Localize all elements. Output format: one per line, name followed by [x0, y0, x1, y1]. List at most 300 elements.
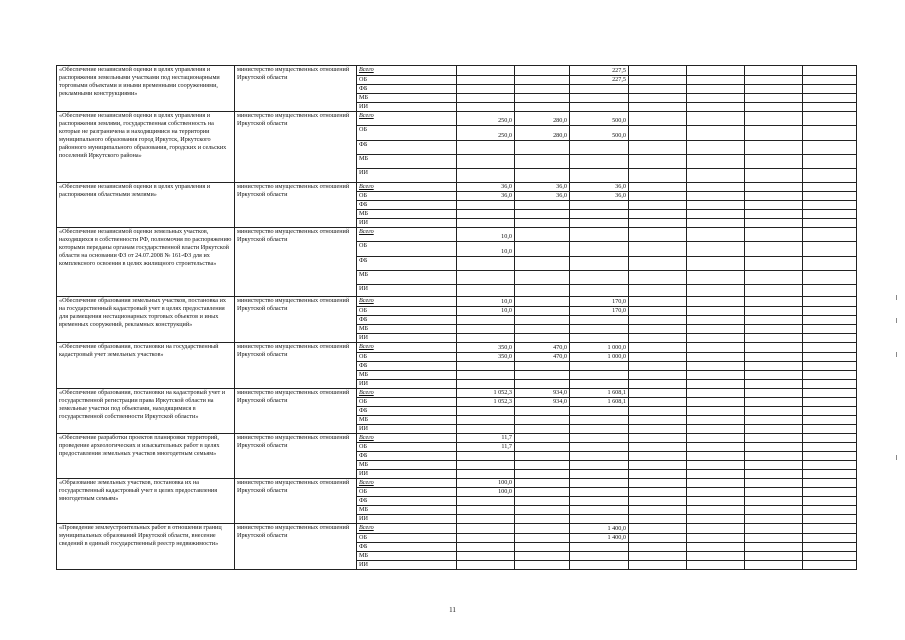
empty-cell [803, 434, 857, 443]
amount-cell [570, 219, 629, 228]
empty-cell [687, 103, 745, 112]
amount-cell [570, 169, 629, 183]
funding-source: ИИ [357, 103, 457, 112]
empty-cell [803, 297, 857, 307]
empty-cell [803, 398, 857, 407]
amount-cell [515, 169, 570, 183]
empty-cell [687, 285, 745, 297]
amount-cell [457, 515, 515, 524]
amount-cell [515, 543, 570, 552]
amount-cell [515, 285, 570, 297]
empty-cell [687, 325, 745, 334]
funding-source: ОБ [357, 192, 457, 201]
empty-cell [803, 76, 857, 85]
empty-cell [687, 343, 745, 353]
amount-cell [515, 380, 570, 389]
funding-source: Всего [357, 66, 457, 76]
empty-cell [745, 362, 803, 371]
funding-source: Всего [357, 297, 457, 307]
amount-cell [515, 271, 570, 285]
amount-cell [570, 271, 629, 285]
amount-cell: 10,0 [457, 228, 515, 242]
empty-cell [629, 316, 687, 325]
amount-cell [570, 407, 629, 416]
amount-cell [515, 334, 570, 343]
amount-cell: 36,0 [515, 192, 570, 201]
empty-cell [629, 425, 687, 434]
amount-cell [570, 325, 629, 334]
amount-cell: 170,0 [570, 307, 629, 316]
empty-cell [629, 561, 687, 570]
amount-cell [457, 76, 515, 85]
empty-cell [803, 192, 857, 201]
amount-cell [570, 334, 629, 343]
amount-cell: 36,0 [570, 183, 629, 192]
funding-source: Всего [357, 389, 457, 398]
amount-cell [457, 506, 515, 515]
amount-cell [515, 325, 570, 334]
empty-cell [745, 479, 803, 488]
empty-cell [629, 66, 687, 76]
amount-cell [515, 257, 570, 271]
amount-cell [457, 257, 515, 271]
empty-cell [745, 285, 803, 297]
amount-cell: 350,0 [457, 353, 515, 362]
amount-cell [570, 461, 629, 470]
empty-cell [803, 371, 857, 380]
empty-cell [687, 543, 745, 552]
amount-cell [515, 297, 570, 307]
empty-cell [687, 362, 745, 371]
funding-source: МБ [357, 461, 457, 470]
funding-source: ОБ [357, 398, 457, 407]
amount-cell [457, 461, 515, 470]
funding-source: ОБ [357, 443, 457, 452]
empty-cell [803, 169, 857, 183]
empty-cell [745, 343, 803, 353]
amount-cell [570, 497, 629, 506]
empty-cell [803, 141, 857, 155]
amount-cell: 1 400,0 [570, 524, 629, 534]
amount-cell [457, 85, 515, 94]
empty-cell [803, 470, 857, 479]
empty-cell [745, 398, 803, 407]
empty-cell [745, 257, 803, 271]
empty-cell [803, 285, 857, 297]
amount-cell: 227,5 [570, 76, 629, 85]
amount-cell: 10,0 [457, 297, 515, 307]
funding-source: ФБ [357, 316, 457, 325]
amount-cell [570, 362, 629, 371]
empty-cell [629, 407, 687, 416]
scan-edge-mark [896, 352, 897, 357]
empty-cell [803, 353, 857, 362]
funding-source: Всего [357, 112, 457, 126]
empty-cell [687, 126, 745, 141]
empty-cell [687, 515, 745, 524]
amount-cell: 280,0 [515, 126, 570, 141]
empty-cell [745, 561, 803, 570]
empty-cell [687, 66, 745, 76]
empty-cell [803, 524, 857, 534]
empty-cell [687, 461, 745, 470]
amount-cell: 36,0 [457, 192, 515, 201]
empty-cell [629, 479, 687, 488]
table-row [57, 183, 857, 192]
empty-cell [687, 380, 745, 389]
empty-cell [629, 398, 687, 407]
amount-cell [515, 228, 570, 242]
amount-cell: 1 608,1 [570, 398, 629, 407]
funding-source: ФБ [357, 141, 457, 155]
empty-cell [745, 552, 803, 561]
empty-cell [687, 219, 745, 228]
empty-cell [687, 242, 745, 257]
funding-source: ИИ [357, 515, 457, 524]
empty-cell [745, 416, 803, 425]
executor-name: министерство имущественных отношений Иркутской области [235, 228, 357, 297]
amount-cell [457, 452, 515, 461]
amount-cell [570, 380, 629, 389]
amount-cell [570, 228, 629, 242]
empty-cell [803, 103, 857, 112]
empty-cell [629, 416, 687, 425]
empty-cell [745, 407, 803, 416]
empty-cell [629, 228, 687, 242]
funding-source: ФБ [357, 201, 457, 210]
amount-cell [457, 103, 515, 112]
amount-cell [515, 506, 570, 515]
activity-name: «Обеспечение независимой оценки в целях управления и распоряжения землями, государственная собственность на которые не разграничена и находящимися на территории муниципального образования город Иркутск, Иркутского районного муниципального образования, городских и сельских поселений Иркутского района» [57, 112, 235, 183]
empty-cell [629, 371, 687, 380]
empty-cell [803, 257, 857, 271]
activity-name: «Обеспечение образования, постановки на государственный кадастровый учет земельных участков» [57, 343, 235, 389]
funding-source: МБ [357, 416, 457, 425]
amount-cell [515, 242, 570, 257]
amount-cell [457, 94, 515, 103]
table-body [57, 66, 857, 570]
funding-source: Всего [357, 434, 457, 443]
empty-cell [803, 316, 857, 325]
activity-name: «Обеспечение образования, постановки на кадастровый учет и государственной регистрации права Иркутской области на земельные участки под объектами, находящимися в государственной собственности Иркутской области» [57, 389, 235, 434]
table-row [57, 66, 857, 76]
empty-cell [629, 470, 687, 479]
amount-cell [515, 316, 570, 325]
amount-cell [570, 85, 629, 94]
funding-source: ИИ [357, 470, 457, 479]
empty-cell [687, 506, 745, 515]
empty-cell [745, 389, 803, 398]
empty-cell [745, 497, 803, 506]
empty-cell [687, 488, 745, 497]
funding-source: МБ [357, 94, 457, 103]
amount-cell [515, 94, 570, 103]
amount-cell [457, 543, 515, 552]
empty-cell [687, 76, 745, 85]
amount-cell: 170,0 [570, 297, 629, 307]
amount-cell: 36,0 [515, 183, 570, 192]
empty-cell [687, 210, 745, 219]
empty-cell [629, 343, 687, 353]
activity-name: «Обеспечение образования земельных участков, постановка их на государственный кадастровый учет в целях предоставления для размещения нестационарных торговых объектов и иных временных сооружений, рекламных конструкций» [57, 297, 235, 343]
funding-source: МБ [357, 155, 457, 169]
empty-cell [687, 257, 745, 271]
amount-cell: 280,0 [515, 112, 570, 126]
activity-name: «Обеспечение разработки проектов планировки территорий, проведение археологических и изыскательных работ в целях предоставления земельных участков многодетным семьям» [57, 434, 235, 479]
empty-cell [745, 425, 803, 434]
empty-cell [687, 307, 745, 316]
amount-cell [570, 506, 629, 515]
empty-cell [803, 515, 857, 524]
empty-cell [803, 126, 857, 141]
amount-cell [515, 219, 570, 228]
funding-source: ИИ [357, 380, 457, 389]
empty-cell [803, 380, 857, 389]
funding-source: ОБ [357, 534, 457, 543]
amount-cell: 470,0 [515, 353, 570, 362]
empty-cell [745, 297, 803, 307]
table-row [57, 112, 857, 126]
amount-cell [515, 141, 570, 155]
empty-cell [629, 94, 687, 103]
empty-cell [745, 112, 803, 126]
empty-cell [803, 497, 857, 506]
empty-cell [629, 219, 687, 228]
funding-source: ФБ [357, 543, 457, 552]
empty-cell [745, 103, 803, 112]
empty-cell [803, 534, 857, 543]
empty-cell [803, 343, 857, 353]
empty-cell [629, 353, 687, 362]
funding-source: МБ [357, 325, 457, 334]
table-row [57, 228, 857, 242]
amount-cell [570, 425, 629, 434]
empty-cell [745, 169, 803, 183]
amount-cell [515, 155, 570, 169]
empty-cell [745, 515, 803, 524]
activity-name: «Обеспечение независимой оценки в целях управления и распоряжения областными землями» [57, 183, 235, 228]
empty-cell [629, 307, 687, 316]
amount-cell [570, 155, 629, 169]
funding-source: МБ [357, 271, 457, 285]
empty-cell [629, 192, 687, 201]
executor-name: министерство имущественных отношений Иркутской области [235, 524, 357, 570]
amount-cell: 1 052,3 [457, 389, 515, 398]
empty-cell [629, 380, 687, 389]
amount-cell [570, 94, 629, 103]
empty-cell [745, 219, 803, 228]
empty-cell [687, 371, 745, 380]
funding-source: Всего [357, 343, 457, 353]
empty-cell [803, 561, 857, 570]
funding-source: Всего [357, 524, 457, 534]
empty-cell [803, 242, 857, 257]
funding-source: ФБ [357, 257, 457, 271]
amount-cell [515, 515, 570, 524]
empty-cell [629, 362, 687, 371]
amount-cell [457, 210, 515, 219]
empty-cell [687, 434, 745, 443]
funding-source: ИИ [357, 219, 457, 228]
empty-cell [687, 155, 745, 169]
amount-cell [570, 257, 629, 271]
funding-source: ФБ [357, 85, 457, 94]
empty-cell [629, 524, 687, 534]
funding-source: ОБ [357, 307, 457, 316]
empty-cell [745, 201, 803, 210]
amount-cell: 1 000,0 [570, 353, 629, 362]
empty-cell [803, 210, 857, 219]
amount-cell [570, 543, 629, 552]
scan-edge-mark [896, 318, 897, 323]
amount-cell [457, 334, 515, 343]
empty-cell [629, 169, 687, 183]
budget-table [56, 65, 857, 570]
empty-cell [687, 112, 745, 126]
amount-cell [515, 434, 570, 443]
funding-source: Всего [357, 228, 457, 242]
funding-source: Всего [357, 479, 457, 488]
empty-cell [687, 407, 745, 416]
amount-cell: 1 000,0 [570, 343, 629, 353]
empty-cell [629, 141, 687, 155]
empty-cell [745, 534, 803, 543]
empty-cell [687, 201, 745, 210]
funding-source: ФБ [357, 497, 457, 506]
empty-cell [803, 362, 857, 371]
activity-name: «Обеспечение независимой оценки земельных участков, находящихся в собственности РФ, полномочия по распоряжению которыми переданы органам государственной власти Иркутской области на основании ФЗ от 24.07.2008 № 161-ФЗ для их комплексного освоения в целях жилищного строительства» [57, 228, 235, 297]
amount-cell [457, 534, 515, 543]
amount-cell [515, 497, 570, 506]
empty-cell [803, 461, 857, 470]
empty-cell [629, 126, 687, 141]
empty-cell [629, 155, 687, 169]
empty-cell [687, 316, 745, 325]
empty-cell [745, 242, 803, 257]
empty-cell [687, 497, 745, 506]
empty-cell [745, 183, 803, 192]
amount-cell: 11,7 [457, 434, 515, 443]
empty-cell [687, 443, 745, 452]
empty-cell [745, 380, 803, 389]
executor-name: министерство имущественных отношений Иркутской области [235, 112, 357, 183]
amount-cell [457, 316, 515, 325]
amount-cell [570, 452, 629, 461]
empty-cell [803, 307, 857, 316]
amount-cell [570, 103, 629, 112]
amount-cell: 500,0 [570, 112, 629, 126]
empty-cell [745, 452, 803, 461]
amount-cell [570, 488, 629, 497]
amount-cell [515, 66, 570, 76]
empty-cell [687, 85, 745, 94]
empty-cell [687, 353, 745, 362]
empty-cell [629, 552, 687, 561]
empty-cell [745, 94, 803, 103]
amount-cell [515, 407, 570, 416]
funding-source: ОБ [357, 353, 457, 362]
empty-cell [803, 201, 857, 210]
amount-cell: 1 052,3 [457, 398, 515, 407]
empty-cell [629, 506, 687, 515]
empty-cell [803, 85, 857, 94]
amount-cell [570, 416, 629, 425]
empty-cell [629, 112, 687, 126]
empty-cell [687, 183, 745, 192]
table-row [57, 434, 857, 443]
amount-cell: 10,0 [457, 307, 515, 316]
empty-cell [687, 192, 745, 201]
empty-cell [687, 389, 745, 398]
empty-cell [687, 561, 745, 570]
amount-cell [457, 141, 515, 155]
amount-cell: 934,0 [515, 389, 570, 398]
empty-cell [629, 85, 687, 94]
empty-cell [745, 192, 803, 201]
empty-cell [687, 169, 745, 183]
empty-cell [745, 470, 803, 479]
amount-cell [570, 201, 629, 210]
amount-cell: 1 400,0 [570, 534, 629, 543]
amount-cell [457, 470, 515, 479]
empty-cell [745, 316, 803, 325]
executor-name: министерство имущественных отношений Иркутской области [235, 183, 357, 228]
amount-cell [515, 452, 570, 461]
amount-cell [515, 552, 570, 561]
table-row [57, 479, 857, 488]
amount-cell: 250,0 [457, 112, 515, 126]
empty-cell [629, 242, 687, 257]
empty-cell [687, 524, 745, 534]
empty-cell [745, 443, 803, 452]
executor-name: министерство имущественных отношений Иркутской области [235, 66, 357, 112]
amount-cell [457, 561, 515, 570]
empty-cell [629, 497, 687, 506]
funding-source: МБ [357, 552, 457, 561]
amount-cell [570, 371, 629, 380]
empty-cell [803, 183, 857, 192]
empty-cell [629, 103, 687, 112]
funding-source: ФБ [357, 362, 457, 371]
empty-cell [687, 297, 745, 307]
empty-cell [745, 334, 803, 343]
empty-cell [629, 434, 687, 443]
empty-cell [803, 407, 857, 416]
amount-cell [515, 76, 570, 85]
empty-cell [803, 425, 857, 434]
empty-cell [629, 183, 687, 192]
empty-cell [687, 398, 745, 407]
amount-cell [515, 201, 570, 210]
empty-cell [803, 452, 857, 461]
scan-edge-mark [896, 295, 897, 300]
amount-cell [515, 479, 570, 488]
amount-cell: 500,0 [570, 126, 629, 141]
empty-cell [803, 443, 857, 452]
empty-cell [687, 334, 745, 343]
empty-cell [803, 389, 857, 398]
empty-cell [687, 452, 745, 461]
empty-cell [629, 461, 687, 470]
empty-cell [745, 371, 803, 380]
amount-cell [515, 85, 570, 94]
amount-cell [570, 141, 629, 155]
amount-cell [570, 434, 629, 443]
executor-name: министерство имущественных отношений Иркутской области [235, 479, 357, 524]
empty-cell [629, 210, 687, 219]
empty-cell [803, 543, 857, 552]
activity-name: «Обеспечение независимой оценки в целях управления и распоряжения земельными участками под нестационарными торговыми объектами и иными временными сооружениями, рекламными конструкциями» [57, 66, 235, 112]
